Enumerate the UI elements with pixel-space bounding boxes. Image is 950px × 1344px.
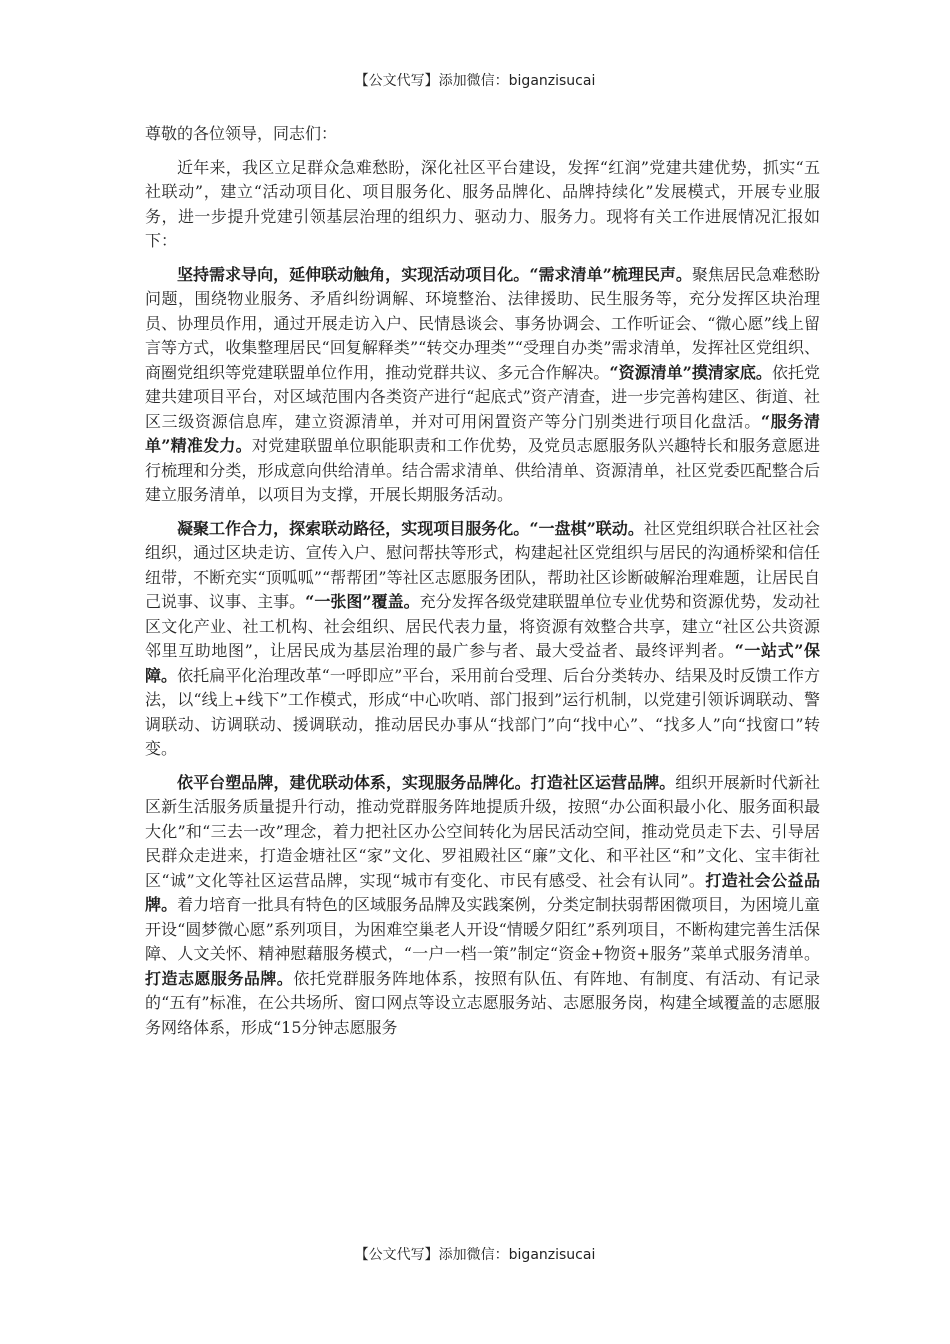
page-header: 【公文代写】添加微信：biganzisucai	[354, 73, 596, 89]
section-heading: 凝聚工作合力，探索联动路径，实现项目服务化。	[177, 518, 530, 538]
item-title: 打造社会公益品牌。	[145, 870, 820, 914]
item-title: “一站式”保障。	[145, 641, 820, 685]
item-title: “资源清单”摸清家底。	[609, 362, 772, 382]
page-footer: 【公文代写】添加微信：biganzisucai	[354, 1247, 596, 1263]
item-title: “一盘棋”联动。	[529, 518, 644, 538]
item-text: 依托党群服务阵地体系，按照有队伍、有阵地、有制度、有活动、有记录的“五有”标准，在公共场所、窗口网点等设立志愿服务站、志愿服务岗，构建全域覆盖的志愿服务网络体系，形成“15分钟志愿服务	[145, 968, 820, 1037]
section-1-paragraph	[145, 263, 820, 508]
item-title: “一张图”覆盖。	[305, 592, 420, 611]
item-text: 社区党组织联合社区社会组织，通过区块走访、宣传入户、慰问帮扶等形式，构建起社区党组织与居民的沟通桥梁和信任纽带，不断充实“顶呱呱”“帮帮团”等社区志愿服务团队，帮助社区诊断破解治理难题，让居民自己说事、议事、主事。	[145, 518, 820, 611]
item-text: 依托党建共建项目平台，对区域范围内各类资产进行“起底式”资产清查，进一步完善构建区、街道、社区三级资源信息库，建立资源清单，并对可用闲置资产等分门别类进行项目化盘活。	[145, 362, 820, 431]
document-body	[145, 122, 820, 1049]
item-text: 对党建联盟单位职能职责和工作优势，及党员志愿服务队兴趣特长和服务意愿进行梳理和分类，形成意向供给清单。结合需求清单、供给清单、资源清单，社区党委匹配整合后建立服务清单，以项目为支撑，开展长期服务活动。	[145, 436, 820, 504]
item-text: 着力培育一批具有特色的区域服务品牌及实践案例，分类定制扶弱帮困微项目，为困境儿童开设“圆梦微心愿”系列项目，为困难空巢老人开设“情暖夕阳红”系列项目，不断构建完善生活保障、人文关怀、精神慰藉服务模式，“一户一档一策”制定“资金+物资+服务”菜单式服务清单。	[145, 895, 820, 963]
item-text: 依托扁平化治理改革“一呼即应”平台，采用前台受理、后台分类转办、结果及时反馈工作方法，以“线上+线下”工作模式，形成“中心吹哨、部门报到”运行机制，以党建引领诉调联动、警调联动、访调联动、援调联动，推动居民办事从“找部门”向“找中心”、“找多人”向“找窗口”转变。	[145, 665, 820, 758]
item-title: 打造志愿服务品牌。	[145, 968, 294, 988]
item-text: 聚焦居民急难愁盼问题，围绕物业服务、矛盾纠纷调解、环境整治、法律援助、民生服务等，充分发挥区块治理员、协理员作用，通过开展走访入户、民情恳谈会、事务协调会、工作听证会、“微心愿”线上留言等方式，收集整理居民“回复解释类”“转交办理类”“受理自办类”需求清单，发挥社区党组织、商圈党组织等党建联盟单位作用，推动党群共议、多元合作解决。	[145, 264, 820, 382]
item-title: “需求清单”梳理民声。	[529, 264, 692, 284]
section-heading: 坚持需求导向，延伸联动触角，实现活动项目化。	[177, 264, 530, 284]
item-title: “服务清单”精准发力。	[145, 411, 820, 455]
salutation: 尊敬的各位领导，同志们：	[145, 124, 338, 143]
section-heading: 依平台塑品牌，建优联动体系，实现服务品牌化。	[177, 772, 531, 792]
section-2-paragraph	[145, 517, 820, 762]
section-3-paragraph	[145, 771, 820, 1041]
item-text: 充分发挥各级党建联盟单位专业优势和资源优势，发动社区文化产业、社工机构、社会组织、居民代表力量，将资源有效整合共享，建立“社区公共资源邻里互助地图”，让居民成为基层治理的最广参与者、最大受益者、最终评判者。	[145, 592, 820, 660]
intro-paragraph: 近年来，我区立足群众急难愁盼，深化社区平台建设，发挥“红润”党建共建优势，抓实“五社联动”，建立“活动项目化、项目服务化、服务品牌化、品牌持续化”发展模式，开展专业服务，进一步提升党建引领基层治理的组织力、驱动力、服务力。现将有关工作进展情况汇报如下：	[145, 157, 820, 250]
item-text: 组织开展新时代新社区新生活服务质量提升行动，推动党群服务阵地提质升级，按照“办公面积最小化、服务面积最大化”和“三去一改”理念，着力把社区办公空间转化为居民活动空间，推动党员走下去、引导居民群众走进来，打造金塘社区“家”文化、罗祖殿社区“廉”文化、和平社区“和”文化、宝丰街社区“诚”文化等社区运营品牌，实现“城市有变化、市民有感受、社会有认同”。	[145, 772, 820, 890]
item-title: 打造社区运营品牌。	[530, 772, 676, 792]
